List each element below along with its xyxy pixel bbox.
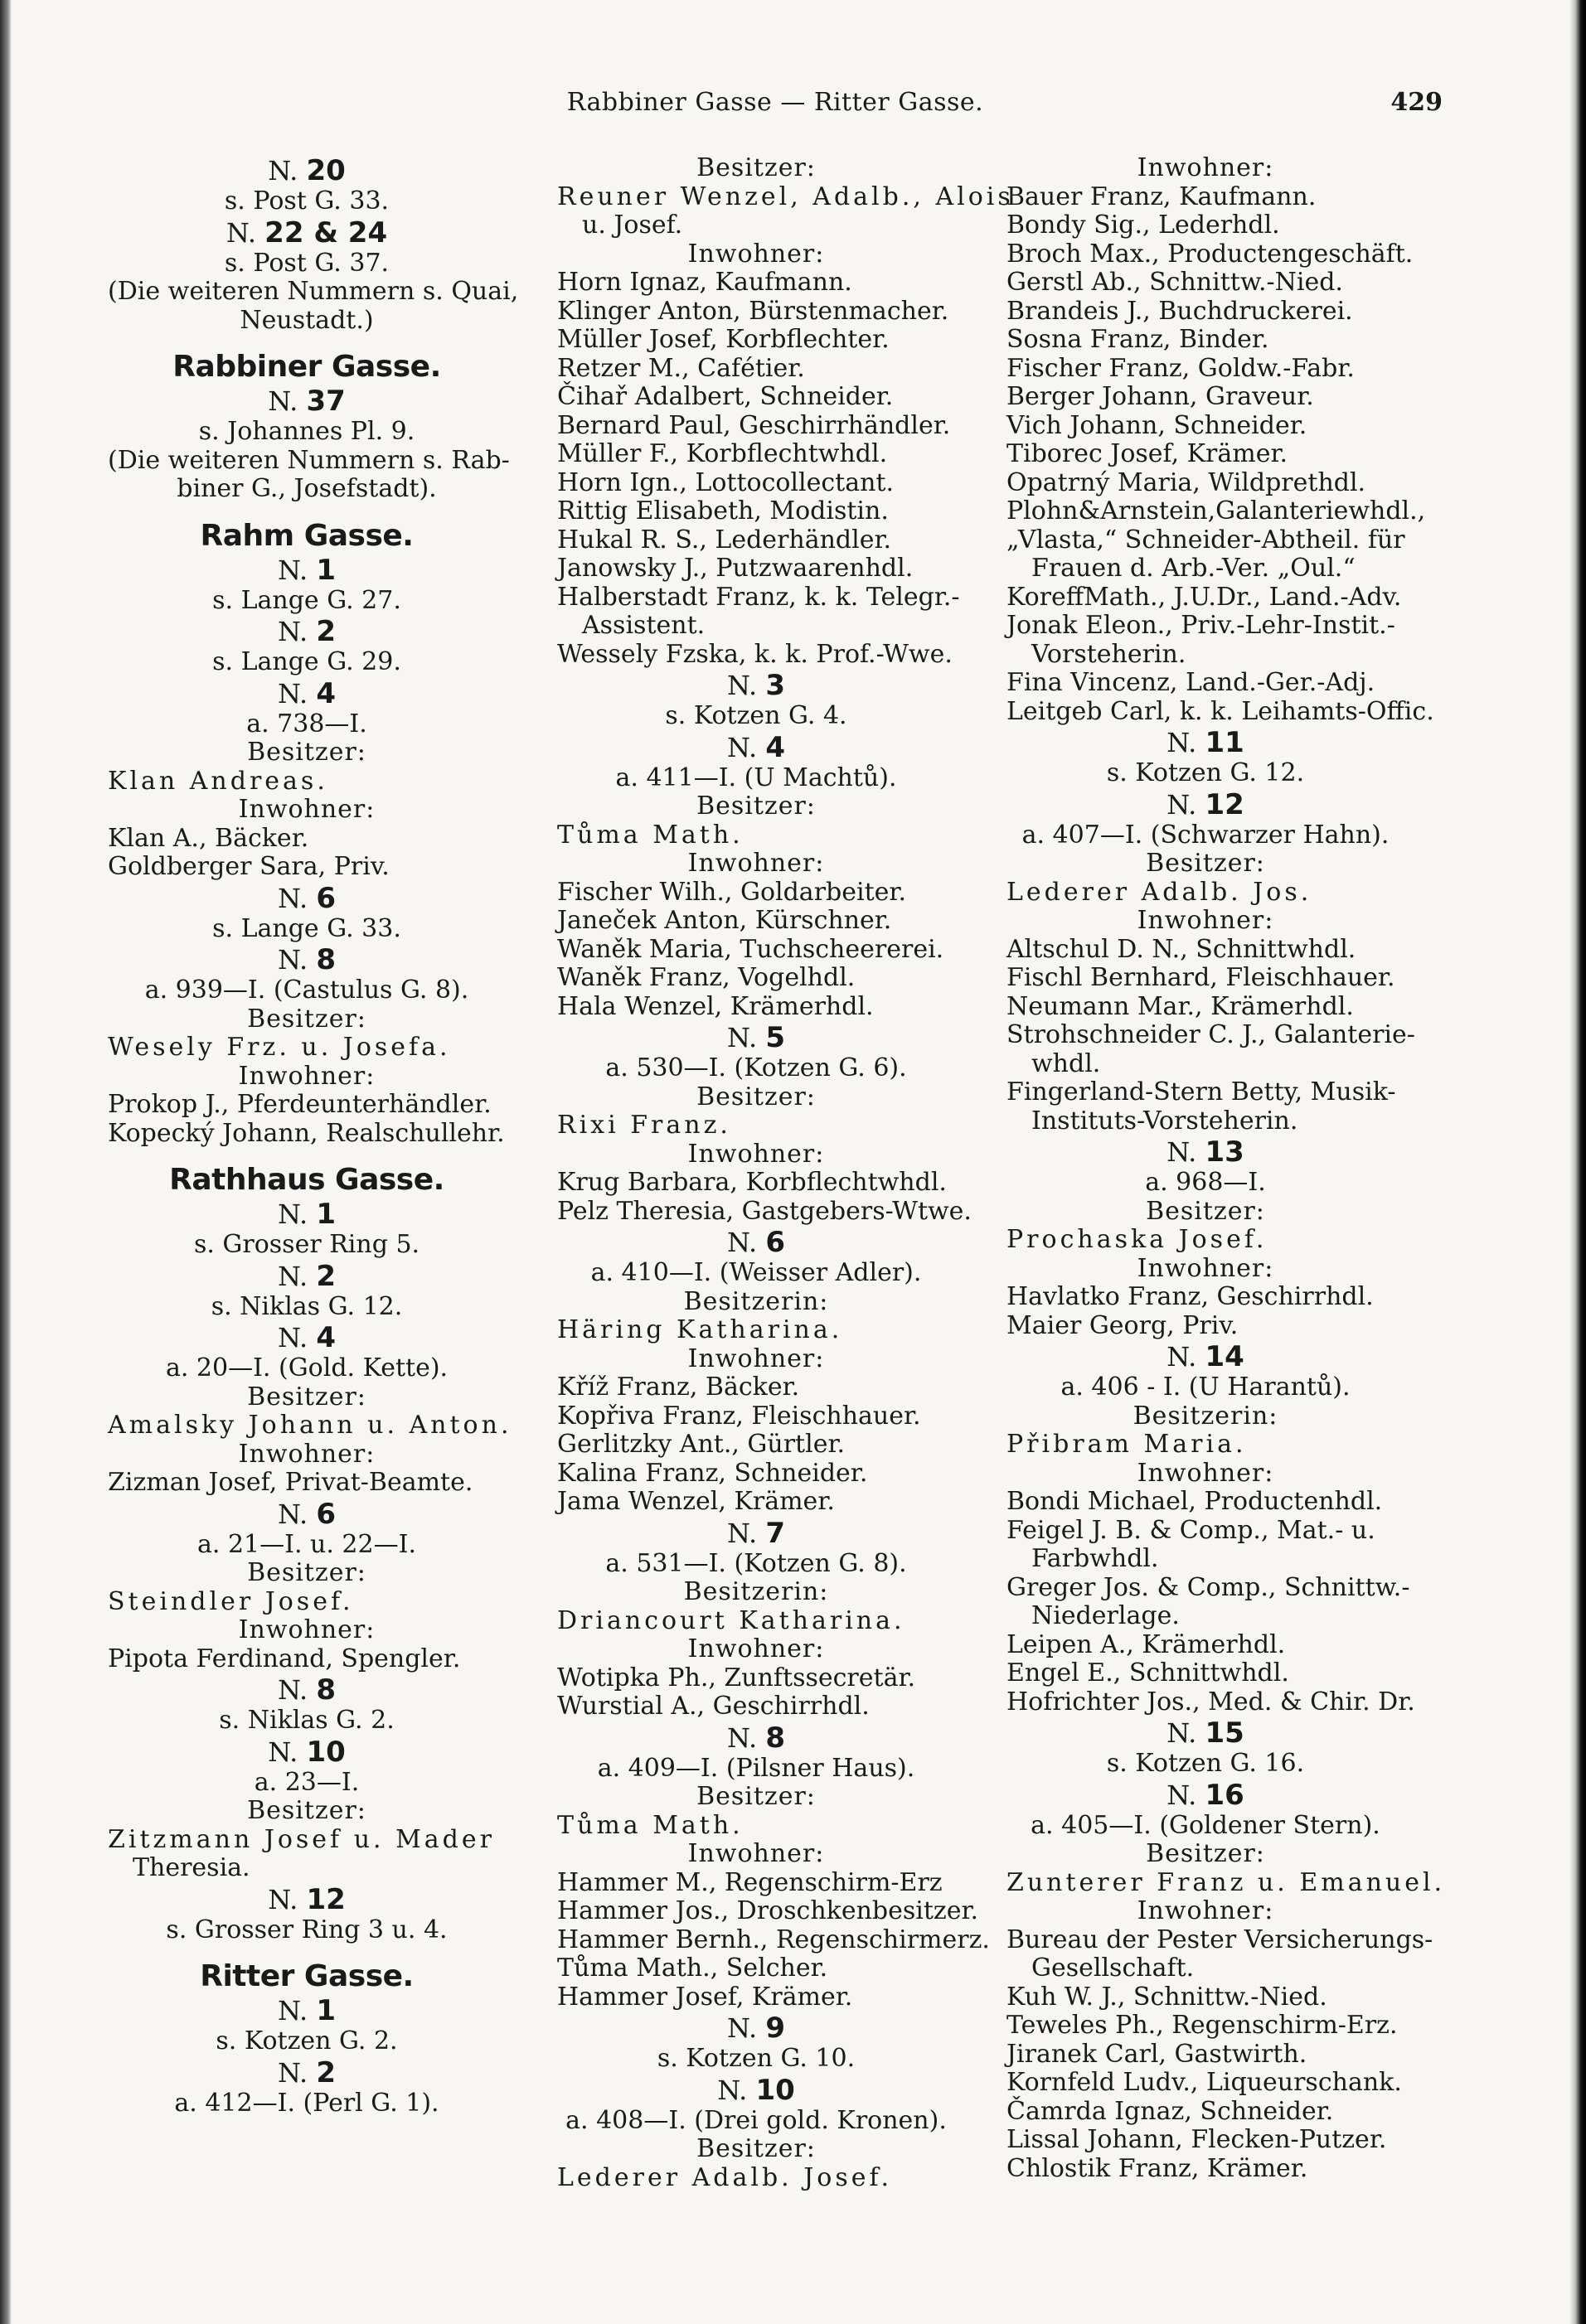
book-spine-shadow xyxy=(0,0,12,2324)
address-note: s. Kotzen G. 10. xyxy=(657,2044,856,2073)
resident-entry: Plohn&Arnstein,Galanteriewhdl., xyxy=(1006,496,1426,525)
house-number xyxy=(108,943,506,976)
owner-entry: Lederer Adalb. Jos. xyxy=(1006,877,1312,907)
role-label: Inwohner: xyxy=(238,1439,376,1469)
number-prefix: N. xyxy=(278,1674,308,1706)
role-label: Besitzer: xyxy=(247,1558,366,1587)
number-prefix: N. xyxy=(278,882,308,914)
house-number xyxy=(1006,788,1404,821)
number-value: 22 & 24 xyxy=(264,215,388,249)
address-note: biner G., Josefstadt). xyxy=(177,474,437,503)
resident-entry: Kuh W. J., Schnittw.-Nied. xyxy=(1006,1982,1327,2012)
resident-entry: Altschul D. N., Schnittwhdl. xyxy=(1006,934,1356,964)
house-number xyxy=(557,1226,955,1259)
resident-entry: Brandeis J., Buchdruckerei. xyxy=(1006,296,1353,326)
role-label: Inwohner: xyxy=(687,239,825,269)
entry-continuation: Theresia. xyxy=(133,1853,250,1882)
owner-entry: Wesely Frz. u. Josefa. xyxy=(108,1033,451,1062)
address-note: s. Grosser Ring 5. xyxy=(193,1230,420,1259)
resident-entry: „Vlasta,“ Schneider-Abtheil. für xyxy=(1006,525,1405,554)
page-number: 429 xyxy=(1390,88,1443,117)
role-label: Besitzerin: xyxy=(683,1577,829,1606)
resident-entry: Fina Vincenz, Land.-Ger.-Adj. xyxy=(1006,668,1375,697)
number-prefix: N. xyxy=(278,1498,308,1530)
owner-entry: Rixi Franz. xyxy=(557,1111,731,1140)
number-prefix: N. xyxy=(727,1517,758,1549)
number-value: 8 xyxy=(316,1673,336,1707)
number-prefix: N. xyxy=(278,1322,308,1353)
number-value: 8 xyxy=(765,1721,785,1755)
resident-entry: Greger Jos. & Comp., Schnittw.- xyxy=(1006,1572,1410,1602)
number-value: 4 xyxy=(765,730,785,764)
house-number xyxy=(557,1021,955,1054)
resident-entry: Chlostik Franz, Krämer. xyxy=(1006,2153,1308,2183)
resident-entry: Pipota Ferdinand, Spengler. xyxy=(108,1644,461,1673)
column-left xyxy=(108,154,519,2185)
address-note: s. Kotzen G. 12. xyxy=(1106,758,1305,787)
number-prefix: N. xyxy=(1166,1341,1197,1373)
house-number xyxy=(557,2074,955,2107)
role-label: Inwohner: xyxy=(1137,906,1274,935)
number-prefix: N. xyxy=(727,2012,758,2044)
house-number xyxy=(108,1673,506,1707)
address-note: a. 20—I. (Gold. Kette). xyxy=(165,1353,449,1382)
resident-entry: Fischl Bernhard, Fleischhauer. xyxy=(1006,963,1395,992)
resident-entry: Čamrda Ignaz, Schneider. xyxy=(1006,2096,1334,2126)
resident-entry: Kornfeld Ludv., Liqueurschank. xyxy=(1006,2068,1402,2097)
running-title: Rabbiner Gasse — Ritter Gasse. xyxy=(566,88,984,117)
number-prefix: N. xyxy=(268,385,298,417)
resident-entry: Wotipka Ph., Zunftssecretär. xyxy=(557,1663,916,1692)
number-value: 16 xyxy=(1205,1778,1244,1812)
resident-entry: Hukal R. S., Lederhändler. xyxy=(557,525,892,554)
resident-entry: Horn Ign., Lottocollectant. xyxy=(557,467,895,497)
entry-continuation: whdl. xyxy=(1031,1048,1101,1078)
number-prefix: N. xyxy=(727,1721,758,1754)
house-number xyxy=(108,1321,506,1354)
role-label: Inwohner: xyxy=(238,795,376,824)
role-label: Besitzer: xyxy=(696,792,816,821)
house-number xyxy=(108,1736,506,1769)
address-note: (Die weiteren Nummern s. Rab- xyxy=(108,445,510,475)
resident-entry: Bondi Michael, Productenhdl. xyxy=(1006,1487,1383,1516)
role-label: Inwohner: xyxy=(687,1839,825,1868)
resident-entry: Engel E., Schnittwhdl. xyxy=(1006,1658,1289,1687)
owner-entry: Prochaska Josef. xyxy=(1006,1225,1268,1254)
page-edge-shadow xyxy=(1569,0,1586,2324)
address-note: a. 968—I. xyxy=(1145,1168,1266,1197)
number-value: 2 xyxy=(316,615,336,648)
resident-entry: Kalina Franz, Schneider. xyxy=(557,1458,868,1488)
house-number xyxy=(108,2056,506,2089)
house-number xyxy=(108,554,506,587)
address-note: a. 531—I. (Kotzen G. 8). xyxy=(605,1548,907,1578)
role-label: Besitzer: xyxy=(696,1082,816,1111)
resident-entry: Bureau der Pester Versicherungs- xyxy=(1006,1925,1433,1954)
address-note: s. Kotzen G. 2. xyxy=(216,2026,398,2055)
number-prefix: N. xyxy=(278,1995,308,2026)
resident-entry: Janowsky J., Putzwaarenhdl. xyxy=(557,554,914,583)
resident-entry: Hammer Josef, Krämer. xyxy=(557,1982,853,2012)
resident-entry: Müller Josef, Korbflechter. xyxy=(557,325,890,354)
owner-entry: Reuner Wenzel, Adalb., Alois xyxy=(557,182,1014,211)
owner-entry: Steindler Josef. xyxy=(108,1586,354,1616)
number-prefix: N. xyxy=(1166,788,1197,821)
resident-entry: Hofrichter Jos., Med. & Chir. Dr. xyxy=(1006,1687,1415,1716)
role-label: Besitzer: xyxy=(696,153,816,182)
owner-entry: Amalsky Johann u. Anton. xyxy=(108,1411,512,1440)
number-prefix: N. xyxy=(268,1736,298,1768)
number-value: 7 xyxy=(765,1516,785,1550)
resident-entry: Lissal Johann, Flecken-Putzer. xyxy=(1006,2125,1387,2154)
resident-entry: Teweles Ph., Regenschirm-Erz. xyxy=(1006,2011,1398,2040)
resident-entry: Strohschneider C. J., Galanterie- xyxy=(1006,1020,1415,1049)
house-number xyxy=(108,216,506,249)
number-prefix: N. xyxy=(268,1883,298,1915)
entry-continuation: Vorsteherin. xyxy=(1031,639,1186,669)
number-prefix: N. xyxy=(727,670,758,701)
resident-entry: Hammer M., Regenschirm-Erz xyxy=(557,1867,943,1897)
address-note: s. Kotzen G. 4. xyxy=(665,701,847,730)
street-heading: Rabbiner Gasse. xyxy=(172,350,441,384)
owner-entry: Zitzmann Josef u. Mader xyxy=(108,1824,495,1854)
house-number xyxy=(108,1260,506,1293)
number-value: 8 xyxy=(316,943,336,976)
resident-entry: Pelz Theresia, Gastgebers-Wtwe. xyxy=(557,1196,972,1226)
address-note: Neustadt.) xyxy=(240,305,374,335)
resident-entry: Bauer Franz, Kaufmann. xyxy=(1006,182,1317,211)
number-value: 4 xyxy=(316,676,336,710)
number-prefix: N. xyxy=(717,2074,748,2106)
address-note: a. 407—I. (Schwarzer Hahn). xyxy=(1021,820,1390,850)
role-label: Inwohner: xyxy=(1137,1458,1274,1488)
role-label: Inwohner: xyxy=(1137,1253,1274,1283)
resident-entry: Wurstial A., Geschirrhdl. xyxy=(557,1692,870,1721)
house-number xyxy=(108,615,506,648)
house-number xyxy=(108,385,506,418)
address-note: s. Kotzen G. 16. xyxy=(1106,1749,1305,1778)
resident-entry: Gerlitzky Ant., Gürtler. xyxy=(557,1430,846,1459)
house-number xyxy=(1006,1779,1404,1812)
resident-entry: Fingerland-Stern Betty, Musik- xyxy=(1006,1077,1396,1106)
house-number xyxy=(557,731,955,764)
number-value: 1 xyxy=(316,1994,336,2027)
number-prefix: N. xyxy=(727,731,758,763)
number-prefix: N. xyxy=(278,1260,308,1292)
resident-entry: Hammer Bernh., Regenschirmerz. xyxy=(557,1925,990,1954)
resident-entry: Klan A., Bäcker. xyxy=(108,823,309,853)
house-number xyxy=(108,677,506,710)
resident-entry: Maier Georg, Priv. xyxy=(1006,1310,1239,1340)
number-value: 6 xyxy=(765,1226,785,1259)
resident-entry: Jiranek Carl, Gastwirth. xyxy=(1006,2039,1307,2069)
number-prefix: N. xyxy=(278,554,308,586)
role-label: Inwohner: xyxy=(1137,153,1274,182)
resident-entry: Waněk Franz, Vogelhdl. xyxy=(557,963,856,992)
house-number xyxy=(1006,726,1404,759)
resident-entry: Klinger Anton, Bürstenmacher. xyxy=(557,296,949,326)
house-number xyxy=(108,1994,506,2027)
number-value: 10 xyxy=(755,2073,795,2107)
number-prefix: N. xyxy=(727,1022,758,1053)
resident-entry: Tiborec Josef, Krämer. xyxy=(1006,439,1288,468)
resident-entry: Retzer M., Cafétier. xyxy=(557,353,805,383)
role-label: Besitzer: xyxy=(247,1382,366,1411)
address-note: a. 738—I. xyxy=(246,709,367,738)
address-note: s. Post G. 33. xyxy=(224,186,390,215)
number-prefix: N. xyxy=(1166,1717,1197,1749)
column-right xyxy=(1006,153,1446,2185)
number-prefix: N. xyxy=(278,616,308,647)
resident-entry: Prokop J., Pferdeunterhändler. xyxy=(108,1090,492,1119)
number-value: 13 xyxy=(1205,1135,1244,1169)
number-value: 11 xyxy=(1205,726,1244,759)
role-label: Besitzerin: xyxy=(1133,1401,1278,1431)
resident-entry: Kopecký Johann, Realschullehr. xyxy=(108,1118,505,1148)
role-label: Inwohner: xyxy=(1137,1896,1274,1925)
resident-entry: Goldberger Sara, Priv. xyxy=(108,852,390,881)
address-note: s. Lange G. 29. xyxy=(212,647,401,676)
number-value: 1 xyxy=(316,1198,336,1231)
page-header xyxy=(108,88,1443,121)
address-note: a. 412—I. (Perl G. 1). xyxy=(174,2088,439,2118)
resident-entry: Bernard Paul, Geschirrhändler. xyxy=(557,410,951,440)
number-value: 10 xyxy=(306,1735,346,1769)
resident-entry: Tůma Math., Selcher. xyxy=(557,1954,828,1983)
number-value: 1 xyxy=(316,553,336,587)
number-value: 4 xyxy=(316,1321,336,1354)
resident-entry: Jama Wenzel, Krämer. xyxy=(557,1487,835,1516)
role-label: Besitzer: xyxy=(247,1004,366,1034)
resident-entry: Fischer Franz, Goldw.-Fabr. xyxy=(1006,353,1355,383)
house-number xyxy=(1006,1135,1404,1169)
address-note: a. 408—I. (Drei gold. Kronen). xyxy=(565,2105,947,2135)
resident-entry: Halberstadt Franz, k. k. Telegr.- xyxy=(557,582,960,612)
role-label: Besitzer: xyxy=(247,738,366,767)
resident-entry: Gerstl Ab., Schnittw.-Nied. xyxy=(1006,268,1343,297)
address-note: s. Grosser Ring 3 u. 4. xyxy=(166,1915,448,1944)
resident-entry: Neumann Mar., Krämerhdl. xyxy=(1006,991,1354,1021)
address-note: s. Lange G. 33. xyxy=(212,913,401,943)
address-note: a. 23—I. xyxy=(254,1767,360,1797)
resident-entry: KoreffMath., J.U.Dr., Land.-Adv. xyxy=(1006,582,1402,612)
role-label: Inwohner: xyxy=(687,1344,825,1373)
number-value: 37 xyxy=(306,385,346,418)
number-value: 12 xyxy=(306,1882,346,1916)
house-number xyxy=(108,1498,506,1531)
resident-entry: Sosna Franz, Binder. xyxy=(1006,325,1269,354)
number-value: 9 xyxy=(765,2012,785,2045)
role-label: Inwohner: xyxy=(238,1061,376,1091)
owner-entry: Tůma Math. xyxy=(557,1810,744,1840)
number-prefix: N. xyxy=(268,155,298,186)
entry-continuation: Frauen d. Arb.-Ver. „Oul.“ xyxy=(1031,554,1356,583)
number-prefix: N. xyxy=(727,1227,758,1258)
address-note: s. Post G. 37. xyxy=(224,248,390,278)
role-label: Besitzer: xyxy=(696,2134,816,2163)
address-note: s. Niklas G. 12. xyxy=(211,1291,403,1321)
house-number xyxy=(108,154,506,187)
number-prefix: N. xyxy=(278,677,308,709)
owner-entry: Lederer Adalb. Josef. xyxy=(557,2162,893,2192)
house-number xyxy=(557,669,955,702)
resident-entry: Rittig Elisabeth, Modistin. xyxy=(557,496,889,525)
house-number xyxy=(108,1883,506,1916)
role-label: Besitzer: xyxy=(1146,1839,1265,1868)
number-value: 14 xyxy=(1205,1340,1244,1373)
resident-entry: Broch Max., Productengeschäft. xyxy=(1006,239,1414,269)
owner-entry: Tůma Math. xyxy=(557,820,744,850)
house-number xyxy=(108,1198,506,1231)
address-note: a. 406 - I. (U Harantů). xyxy=(1060,1373,1351,1402)
house-number xyxy=(1006,1340,1404,1373)
address-note: a. 21—I. u. 22—I. xyxy=(196,1529,416,1559)
owner-entry: Häring Katharina. xyxy=(557,1315,843,1344)
address-note: a. 530—I. (Kotzen G. 6). xyxy=(605,1053,907,1082)
number-prefix: N. xyxy=(278,2056,308,2089)
role-label: Inwohner: xyxy=(238,1615,376,1644)
resident-entry: Bondy Sig., Lederhdl. xyxy=(1006,211,1280,240)
resident-entry: Havlatko Franz, Geschirrhdl. xyxy=(1006,1282,1374,1311)
number-prefix: N. xyxy=(278,1198,308,1230)
entry-continuation: Gesellschaft. xyxy=(1031,1954,1195,1983)
resident-entry: Vich Johann, Schneider. xyxy=(1006,410,1307,440)
resident-entry: Hammer Jos., Droschkenbesitzer. xyxy=(557,1896,979,1925)
number-prefix: N. xyxy=(1166,727,1197,758)
number-value: 6 xyxy=(316,1497,336,1531)
role-label: Besitzer: xyxy=(247,1796,366,1825)
owner-entry: Zunterer Franz u. Emanuel. xyxy=(1006,1867,1446,1897)
role-label: Inwohner: xyxy=(687,849,825,878)
role-label: Besitzer: xyxy=(1146,1196,1265,1226)
role-label: Besitzerin: xyxy=(683,1286,829,1316)
house-number xyxy=(557,2012,955,2045)
resident-entry: Horn Ignaz, Kaufmann. xyxy=(557,268,852,297)
street-heading: Rathhaus Gasse. xyxy=(169,1163,444,1197)
resident-entry: Leitgeb Carl, k. k. Leihamts-Offic. xyxy=(1006,696,1434,726)
number-value: 3 xyxy=(765,669,785,702)
resident-entry: Müller F., Korbflechtwhdl. xyxy=(557,439,888,468)
resident-entry: Leipen A., Krämerhdl. xyxy=(1006,1629,1286,1659)
resident-entry: Jonak Eleon., Priv.-Lehr-Instit.- xyxy=(1006,611,1395,640)
number-prefix: N. xyxy=(1166,1136,1197,1168)
entry-continuation: Instituts-Vorsteherin. xyxy=(1031,1106,1298,1135)
entry-continuation: Niederlage. xyxy=(1031,1601,1180,1630)
resident-entry: Waněk Maria, Tuchscheererei. xyxy=(557,934,944,964)
address-note: s. Lange G. 27. xyxy=(212,585,401,615)
address-note: a. 939—I. (Castulus G. 8). xyxy=(144,976,469,1005)
role-label: Inwohner: xyxy=(687,1634,825,1663)
house-number xyxy=(1006,1716,1404,1750)
entry-continuation: Assistent. xyxy=(582,611,706,640)
house-number xyxy=(557,1517,955,1550)
house-number xyxy=(108,882,506,915)
resident-entry: Čihař Adalbert, Schneider. xyxy=(557,382,894,411)
role-label: Inwohner: xyxy=(687,1139,825,1169)
resident-entry: Kříž Franz, Bäcker. xyxy=(557,1373,800,1402)
resident-entry: Wessely Fzska, k. k. Prof.-Wwe. xyxy=(557,639,953,669)
address-note: a. 410—I. (Weisser Adler). xyxy=(590,1258,922,1287)
resident-entry: Fischer Wilh., Goldarbeiter. xyxy=(557,877,906,907)
address-note: a. 409—I. (Pilsner Haus). xyxy=(597,1753,915,1783)
address-note: a. 405—I. (Goldener Stern). xyxy=(1031,1810,1380,1840)
entry-continuation: u. Josef. xyxy=(582,211,683,240)
column-middle xyxy=(557,153,1014,2192)
number-value: 2 xyxy=(316,1259,336,1293)
owner-entry: Klan Andreas. xyxy=(108,766,328,796)
number-value: 6 xyxy=(316,881,336,915)
resident-entry: Kopřiva Franz, Fleischhauer. xyxy=(557,1401,921,1431)
resident-entry: Zizman Josef, Privat-Beamte. xyxy=(108,1468,473,1497)
street-heading: Ritter Gasse. xyxy=(200,1959,414,1993)
resident-entry: Hala Wenzel, Krämerhdl. xyxy=(557,991,874,1021)
address-note: a. 411—I. (U Machtů). xyxy=(615,763,897,792)
number-prefix: N. xyxy=(1166,1779,1197,1811)
role-label: Besitzer: xyxy=(696,1782,816,1811)
address-note: s. Johannes Pl. 9. xyxy=(198,417,415,446)
entry-continuation: Farbwhdl. xyxy=(1031,1544,1159,1573)
number-prefix: N. xyxy=(226,216,256,249)
house-number xyxy=(557,1721,955,1755)
resident-entry: Opatrný Maria, Wildprethdl. xyxy=(1006,467,1366,497)
number-prefix: N. xyxy=(278,944,308,976)
address-note: s. Niklas G. 2. xyxy=(219,1706,395,1735)
number-value: 5 xyxy=(765,1021,785,1054)
number-value: 12 xyxy=(1205,787,1244,821)
resident-entry: Berger Johann, Graveur. xyxy=(1006,382,1314,411)
address-note: (Die weiteren Nummern s. Quai, xyxy=(108,277,519,306)
resident-entry: Feigel J. B. & Comp., Mat.- u. xyxy=(1006,1515,1375,1545)
resident-entry: Janeček Anton, Kürschner. xyxy=(557,906,892,935)
number-value: 15 xyxy=(1205,1716,1244,1750)
number-value: 2 xyxy=(316,2055,336,2089)
owner-entry: Přibram Maria. xyxy=(1006,1430,1247,1459)
role-label: Besitzer: xyxy=(1146,849,1265,878)
resident-entry: Krug Barbara, Korbflechtwhdl. xyxy=(557,1168,947,1197)
street-heading: Rahm Gasse. xyxy=(200,518,414,553)
owner-entry: Driancourt Katharina. xyxy=(557,1605,905,1635)
number-value: 20 xyxy=(306,154,346,187)
